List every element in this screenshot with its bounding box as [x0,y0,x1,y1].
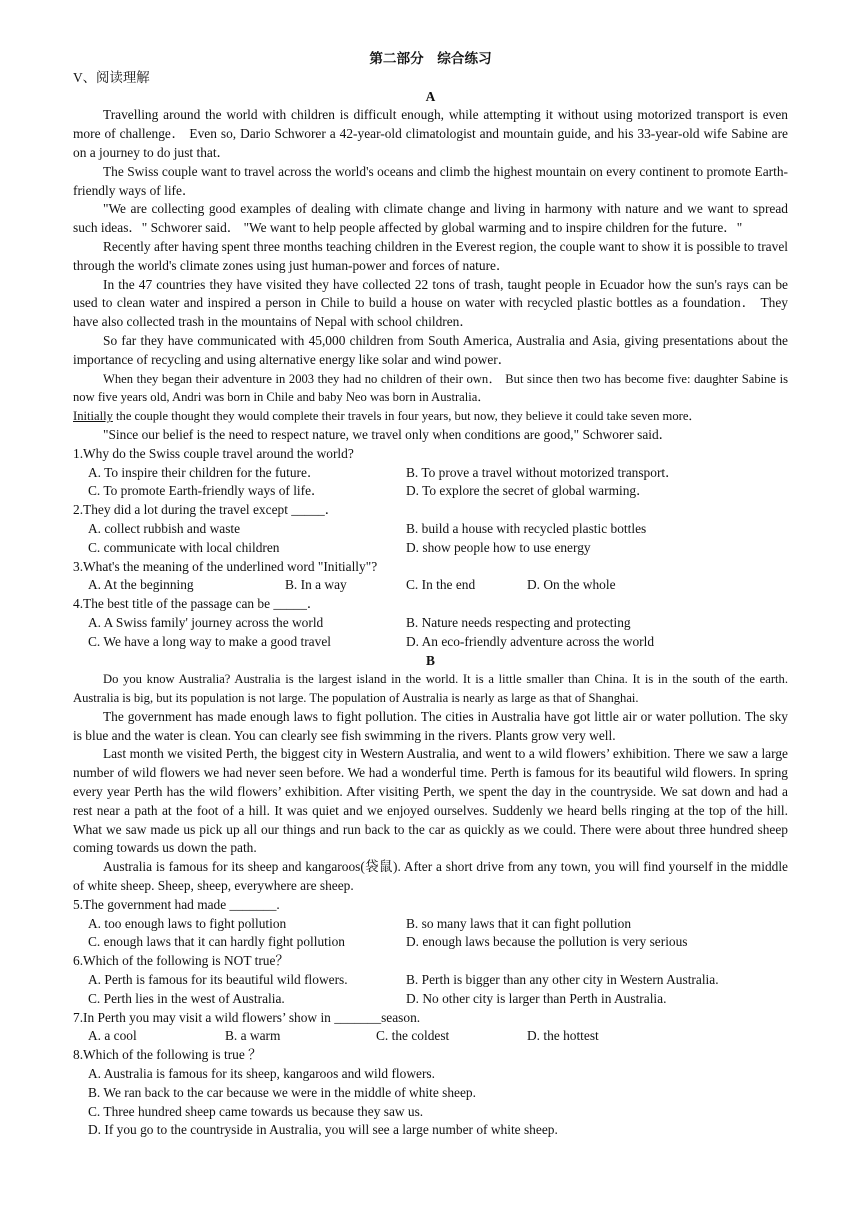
option-c[interactable]: C. Perth lies in the west of Australia. [88,990,285,1006]
option-a[interactable]: A. too enough laws to fight pollution [88,915,287,931]
question-options [73,464,788,502]
option-b[interactable]: B. Perth is bigger than any other city in Western Australia. [406,972,719,988]
question-stem: 6.Which of the following is NOT true？ [73,953,289,969]
option-b[interactable]: B. build a house with recycled plastic bottles [406,520,647,536]
question-options [73,614,788,652]
option-d[interactable]: D. If you go to the countryside in Australia, you will see a large number of white sheep. [88,1122,558,1138]
passage-a-paragraph: So far they have communicated with 45,000 children from South America, Australia and Asia, giving presentations about the importance of recycling and using alternative energy like solar and wind power． [73,332,788,367]
option-c[interactable]: C. We have a long way to make a good travel [88,633,331,649]
question-stem: 2.They did a lot during the travel except _____． [73,502,339,518]
question-stem: 7.In Perth you may visit a wild flowers’ show in _______season. [73,1009,421,1025]
option-a[interactable]: A. Perth is famous for its beautiful wild flowers. [88,972,348,988]
question-stem: 8.Which of the following is true ？ [73,1047,262,1063]
option-d[interactable]: D. To explore the secret of global warming． [406,483,650,499]
option-d[interactable]: D. On the whole [527,577,616,593]
underlined-word: Initially [73,409,113,424]
initially-rest: the couple thought they would complete their travels in four years, but now, they believe it could take seven more． [112,409,701,424]
passage-a-paragraph: In the 47 countries they have visited they have collected 22 tons of trash, taught people in Ecuador how the sun's rays can be used to clean water and inspired a person in Chile to build a house on water with recycled plastic bottles as a foundation． They have also collected trash in the mountains of Nepal with school children． [73,276,788,330]
passage-a-initially-paragraph [73,407,788,426]
option-c[interactable]: C. Three hundred sheep came towards us because they saw us. [88,1103,424,1119]
option-b[interactable]: B. In a way [285,577,347,593]
option-a[interactable]: A. a cool [88,1028,137,1044]
passage-a-paragraph: Travelling around the world with children is difficult enough, while attempting it without using motorized transport is even more of challenge． Even so, Dario Schworer a 42-year-old climatologist and mountain guide, and his 33-year-old wife Sabine are on a journey to do just that． [73,107,788,160]
passage-a-paragraph: The Swiss couple want to travel across the world's oceans and climb the highest mountain on every continent to promote Earth-friendly ways of life． [73,163,788,198]
passage-a-paragraph: When they began their adventure in 2003 they had no children of their own． But since then two has become five: daughter Sabine is now five years old, Andri was born in Chile and baby Neo was born in Australia． [73,371,788,405]
option-a[interactable]: A. At the beginning [88,577,194,593]
option-c[interactable]: C. the coldest [376,1028,450,1044]
question-stem: 5.The government had made _______. [73,896,280,912]
passage-b-paragraph: Last month we visited Perth, the biggest city in Western Australia, and went to a wild flowers’ exhibition. There we saw a large number of wild flowers we had never seen before. We had a wonderful time. Perth is famous for its beautiful wild flowers. In spring every year Perth has the wild flowers’ exhibition. After visiting Perth, we spent the day in the countryside. We sat down and had a rest near a path at the foot of a hill. It was quiet and we enjoyed ourselves. Suddenly we heard bells ringing at the top of the hill. What we saw made us pick up all our things and run back to the car as quickly as we could. There were about three hundred sheep coming towards us down the path. [73,746,788,856]
passage-a-label: A [425,88,436,104]
option-b[interactable]: B. Nature needs respecting and protecting [406,614,631,630]
option-d[interactable]: D. An eco-friendly adventure across the world [406,633,655,649]
option-b[interactable]: B. so many laws that it can fight pollution [406,915,632,931]
option-b[interactable]: B. a warm [225,1028,281,1044]
option-a[interactable]: A. Australia is famous for its sheep, kangaroos and wild flowers. [88,1066,435,1082]
option-a[interactable]: A. A Swiss family' journey across the world [88,614,324,630]
passage-a-paragraph: "We are collecting good examples of dealing with climate change and living in harmony with nature and we want to spread such ideas．" Schworer said． "We want to help people affected by global warming and to inspire children for the future．" [73,201,788,236]
option-b[interactable]: B. To prove a travel without motorized transport． [406,464,679,480]
passage-b-paragraph: Do you know Australia? Australia is the largest island in the world. It is a little smaller than China. It is in the south of the earth. Australia is big, but its population is not large. The population of Australia is nearly as large as that of Shanghai. [73,672,788,706]
option-a[interactable]: A. collect rubbish and waste [88,520,241,536]
question-options [73,915,788,953]
passage-b-paragraph: The government has made enough laws to fight pollution. The cities in Australia have got little air or water pollution. The sky is blue and the water is clean. You can clearly see fish swimming in the rivers. Plants grow very well. [73,708,788,743]
question-options [73,1027,788,1046]
worksheet-page [73,50,788,1140]
question-options [73,576,788,595]
passage-b-paragraph: Australia is famous for its sheep and kangaroos(袋鼠). After a short drive from any town, you will find yourself in the middle of white sheep. Sheep, sheep, everywhere are sheep. [73,859,788,894]
passage-a-paragraph: Recently after having spent three months teaching children in the Everest region, the couple want to show it is possible to travel through the world's climate zones using just human-power and forces of nature． [73,238,788,273]
option-d[interactable]: D. the hottest [527,1028,599,1044]
section-heading: V、阅读理解 [73,69,150,85]
page-title: 第二部分 综合练习 [369,51,492,66]
question-options [73,971,788,1009]
option-d[interactable]: D. enough laws because the pollution is very serious [406,934,688,950]
option-d[interactable]: D. show people how to use energy [406,539,591,555]
option-a[interactable]: A. To inspire their children for the future． [88,464,321,480]
option-c[interactable]: C. enough laws that it can hardly fight pollution [88,934,345,950]
option-d[interactable]: D. No other city is larger than Perth in Australia. [406,990,667,1006]
option-c[interactable]: C. communicate with local children [88,539,280,555]
question-stem: 3.What's the meaning of the underlined word "Initially"? [73,558,378,574]
question-options [73,520,788,558]
passage-b-label: B [426,652,435,668]
question-stem: 1.Why do the Swiss couple travel around the world? [73,445,354,461]
option-b[interactable]: B. We ran back to the car because we were in the middle of white sheep. [88,1084,476,1100]
passage-a-paragraph: "Since our belief is the need to respect nature, we travel only when conditions are good," Schworer said． [103,426,673,442]
option-c[interactable]: C. To promote Earth-friendly ways of life． [88,483,325,499]
option-c[interactable]: C. In the end [406,577,476,593]
question-stem: 4.The best title of the passage can be _____． [73,596,321,612]
